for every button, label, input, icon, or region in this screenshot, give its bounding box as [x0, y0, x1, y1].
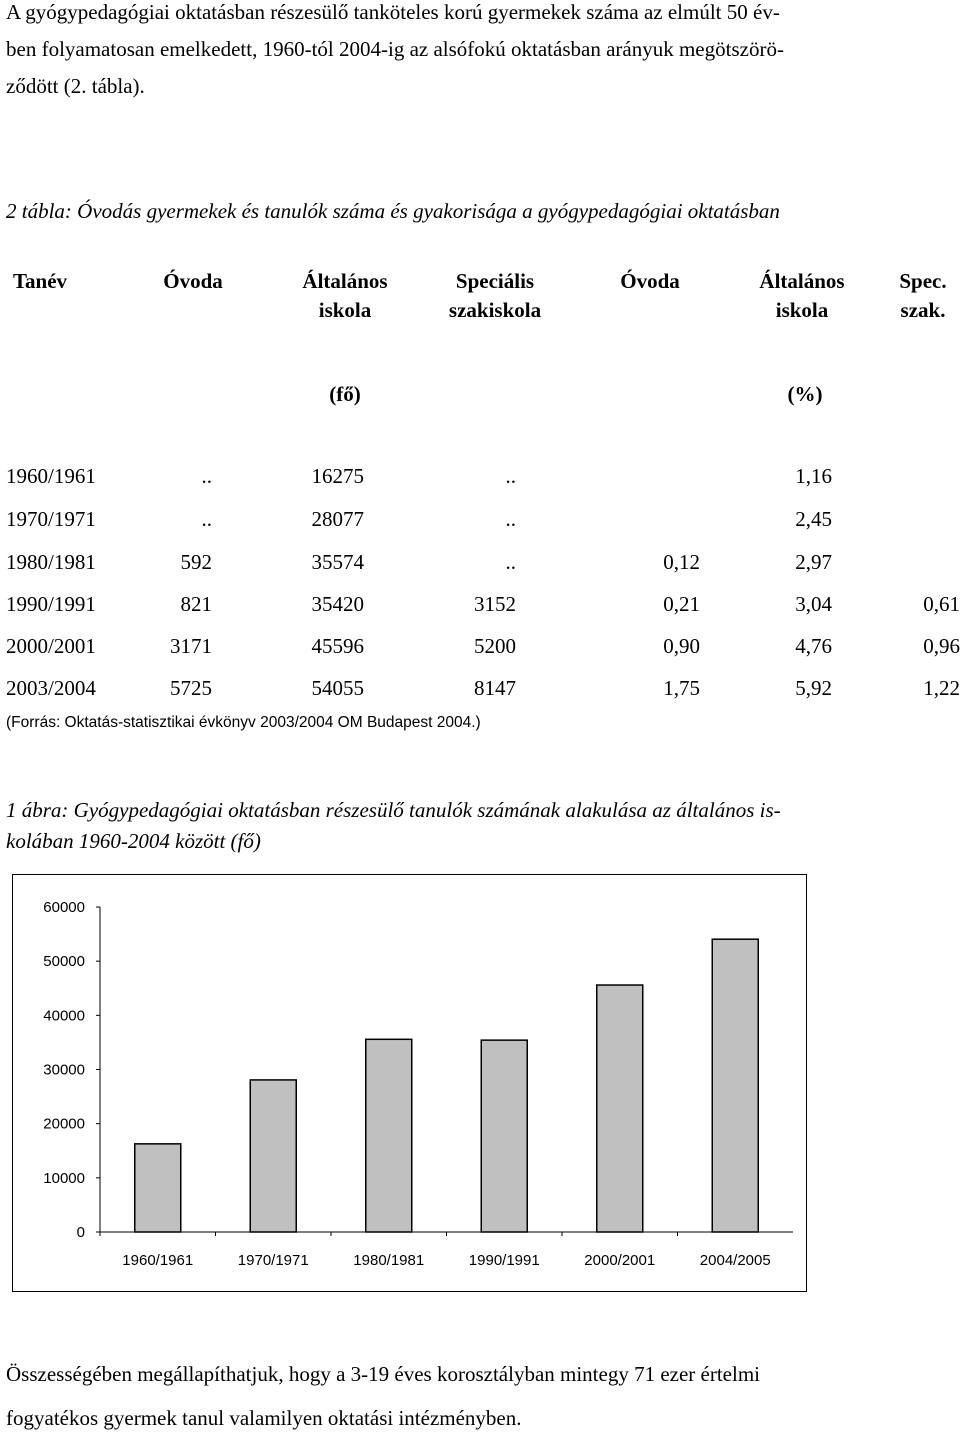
cell-altalanos-iskola-pct: 2,97: [795, 550, 832, 574]
table-header-spec-szak-pct: Spec. szak.: [899, 269, 947, 322]
conclusion-line-2: fogyatékos gyermek tanul valamilyen oktatási intézményben.: [6, 1406, 522, 1430]
x-tick-label: 2000/2001: [584, 1252, 656, 1269]
bar-2000/2001: [597, 985, 643, 1232]
table-header-tanev: Tanév: [12, 269, 68, 293]
table-caption: 2 tábla: Óvodás gyermekek és tanulók száma és gyakorisága a gyógypedagógiai oktatásban: [6, 199, 780, 223]
cell-tanev: 2003/2004: [6, 676, 96, 700]
cell-ovoda: 5725: [170, 676, 212, 700]
cell-specialis-szakiskola: 8147: [474, 676, 516, 700]
bar-1990/1991: [481, 1040, 527, 1232]
cell-tanev: 1990/1991: [6, 592, 96, 616]
cell-spec-szak-pct: 0,61: [923, 592, 960, 616]
y-tick-label: 50000: [43, 953, 85, 971]
cell-altalanos-iskola-pct: 3,04: [795, 592, 832, 616]
cell-altalanos-iskola: 16275: [311, 464, 364, 488]
table-header-specialis-szakiskola: Speciális szakiskola: [448, 269, 542, 322]
cell-spec-szak-pct: 0,96: [923, 634, 960, 658]
cell-specialis-szakiskola: ..: [505, 507, 516, 531]
x-tick-label: 1990/1991: [468, 1252, 540, 1269]
bar-1960/1961: [135, 1144, 181, 1232]
table-header-ovoda-pct: Óvoda: [620, 269, 680, 293]
cell-ovoda: 3171: [170, 634, 212, 658]
intro-line-3: ződött (2. tábla).: [6, 74, 145, 98]
y-tick-label: 30000: [43, 1061, 85, 1079]
x-tick-label: 1960/1961: [122, 1252, 194, 1269]
cell-tanev: 1980/1981: [6, 550, 96, 574]
conclusion-line-1: Összességében megállapíthatjuk, hogy a 3-19 éves korosztályban mintegy 71 ezer értelmi: [6, 1362, 761, 1386]
cell-ovoda: 821: [180, 592, 212, 616]
cell-specialis-szakiskola: ..: [505, 550, 516, 574]
cell-specialis-szakiskola: 3152: [474, 592, 516, 616]
figure-caption-line-1: 1 ábra: Gyógypedagógiai oktatásban részesülő tanulók számának alakulása az általános is-: [6, 798, 781, 822]
cell-altalanos-iskola-pct: 2,45: [795, 507, 832, 531]
cell-altalanos-iskola-pct: 4,76: [795, 634, 832, 658]
table-header-altalanos-iskola: Általános iskola: [302, 269, 388, 322]
cell-specialis-szakiskola: ..: [505, 464, 516, 488]
y-tick-label: 40000: [43, 1007, 85, 1025]
intro-line-1: A gyógypedagógiai oktatásban részesülő tanköteles korú gyermekek száma az elmúlt 50 év-: [6, 0, 780, 24]
x-tick-label: 1980/1981: [353, 1252, 425, 1269]
y-tick-label: 10000: [43, 1169, 85, 1187]
cell-altalanos-iskola: 45596: [311, 634, 364, 658]
cell-ovoda-pct: 0,90: [663, 634, 700, 658]
bar-1980/1981: [366, 1039, 412, 1232]
y-tick-label: 60000: [43, 899, 85, 916]
cell-ovoda: 592: [180, 550, 212, 574]
cell-ovoda-pct: 1,75: [663, 676, 700, 700]
cell-tanev: 2000/2001: [6, 634, 96, 658]
bar-chart: [13, 875, 806, 1291]
cell-specialis-szakiskola: 5200: [474, 634, 516, 658]
cell-ovoda: ..: [201, 507, 212, 531]
y-tick-label: 0: [76, 1224, 85, 1241]
cell-tanev: 1960/1961: [6, 464, 96, 488]
intro-line-2: ben folyamatosan emelkedett, 1960-tól 2004-ig az alsófokú oktatásban arányuk megötszörö-: [6, 37, 784, 61]
cell-altalanos-iskola: 35574: [311, 550, 364, 574]
unit-count-label: (fő): [329, 382, 361, 406]
y-tick-label: 20000: [43, 1115, 85, 1133]
x-tick-label: 2004/2005: [699, 1252, 771, 1269]
bar-1970/1971: [250, 1080, 296, 1232]
cell-ovoda: ..: [201, 464, 212, 488]
table-header-altalanos-iskola-pct: Általános iskola: [759, 269, 845, 322]
unit-percent-label: (%): [787, 382, 823, 406]
table-source-note: (Forrás: Oktatás-statisztikai évkönyv 2003/2004 OM Budapest 2004.): [6, 714, 481, 731]
cell-altalanos-iskola: 35420: [311, 592, 364, 616]
cell-altalanos-iskola: 28077: [311, 507, 364, 531]
cell-ovoda-pct: 0,12: [663, 550, 700, 574]
cell-altalanos-iskola-pct: 5,92: [795, 676, 832, 700]
cell-altalanos-iskola-pct: 1,16: [795, 464, 832, 488]
bar-2004/2005: [712, 939, 758, 1232]
cell-spec-szak-pct: 1,22: [923, 676, 960, 700]
x-tick-label: 1970/1971: [237, 1252, 309, 1269]
conclusion-paragraph: [6, 1352, 956, 1440]
cell-altalanos-iskola: 54055: [311, 676, 364, 700]
table-header-ovoda: Óvoda: [163, 269, 223, 293]
bar-chart-frame: [12, 874, 807, 1292]
cell-tanev: 1970/1971: [6, 507, 96, 531]
figure-caption-line-2: kolában 1960-2004 között (fő): [6, 829, 261, 853]
cell-ovoda-pct: 0,21: [663, 592, 700, 616]
figure-caption: [6, 795, 956, 857]
